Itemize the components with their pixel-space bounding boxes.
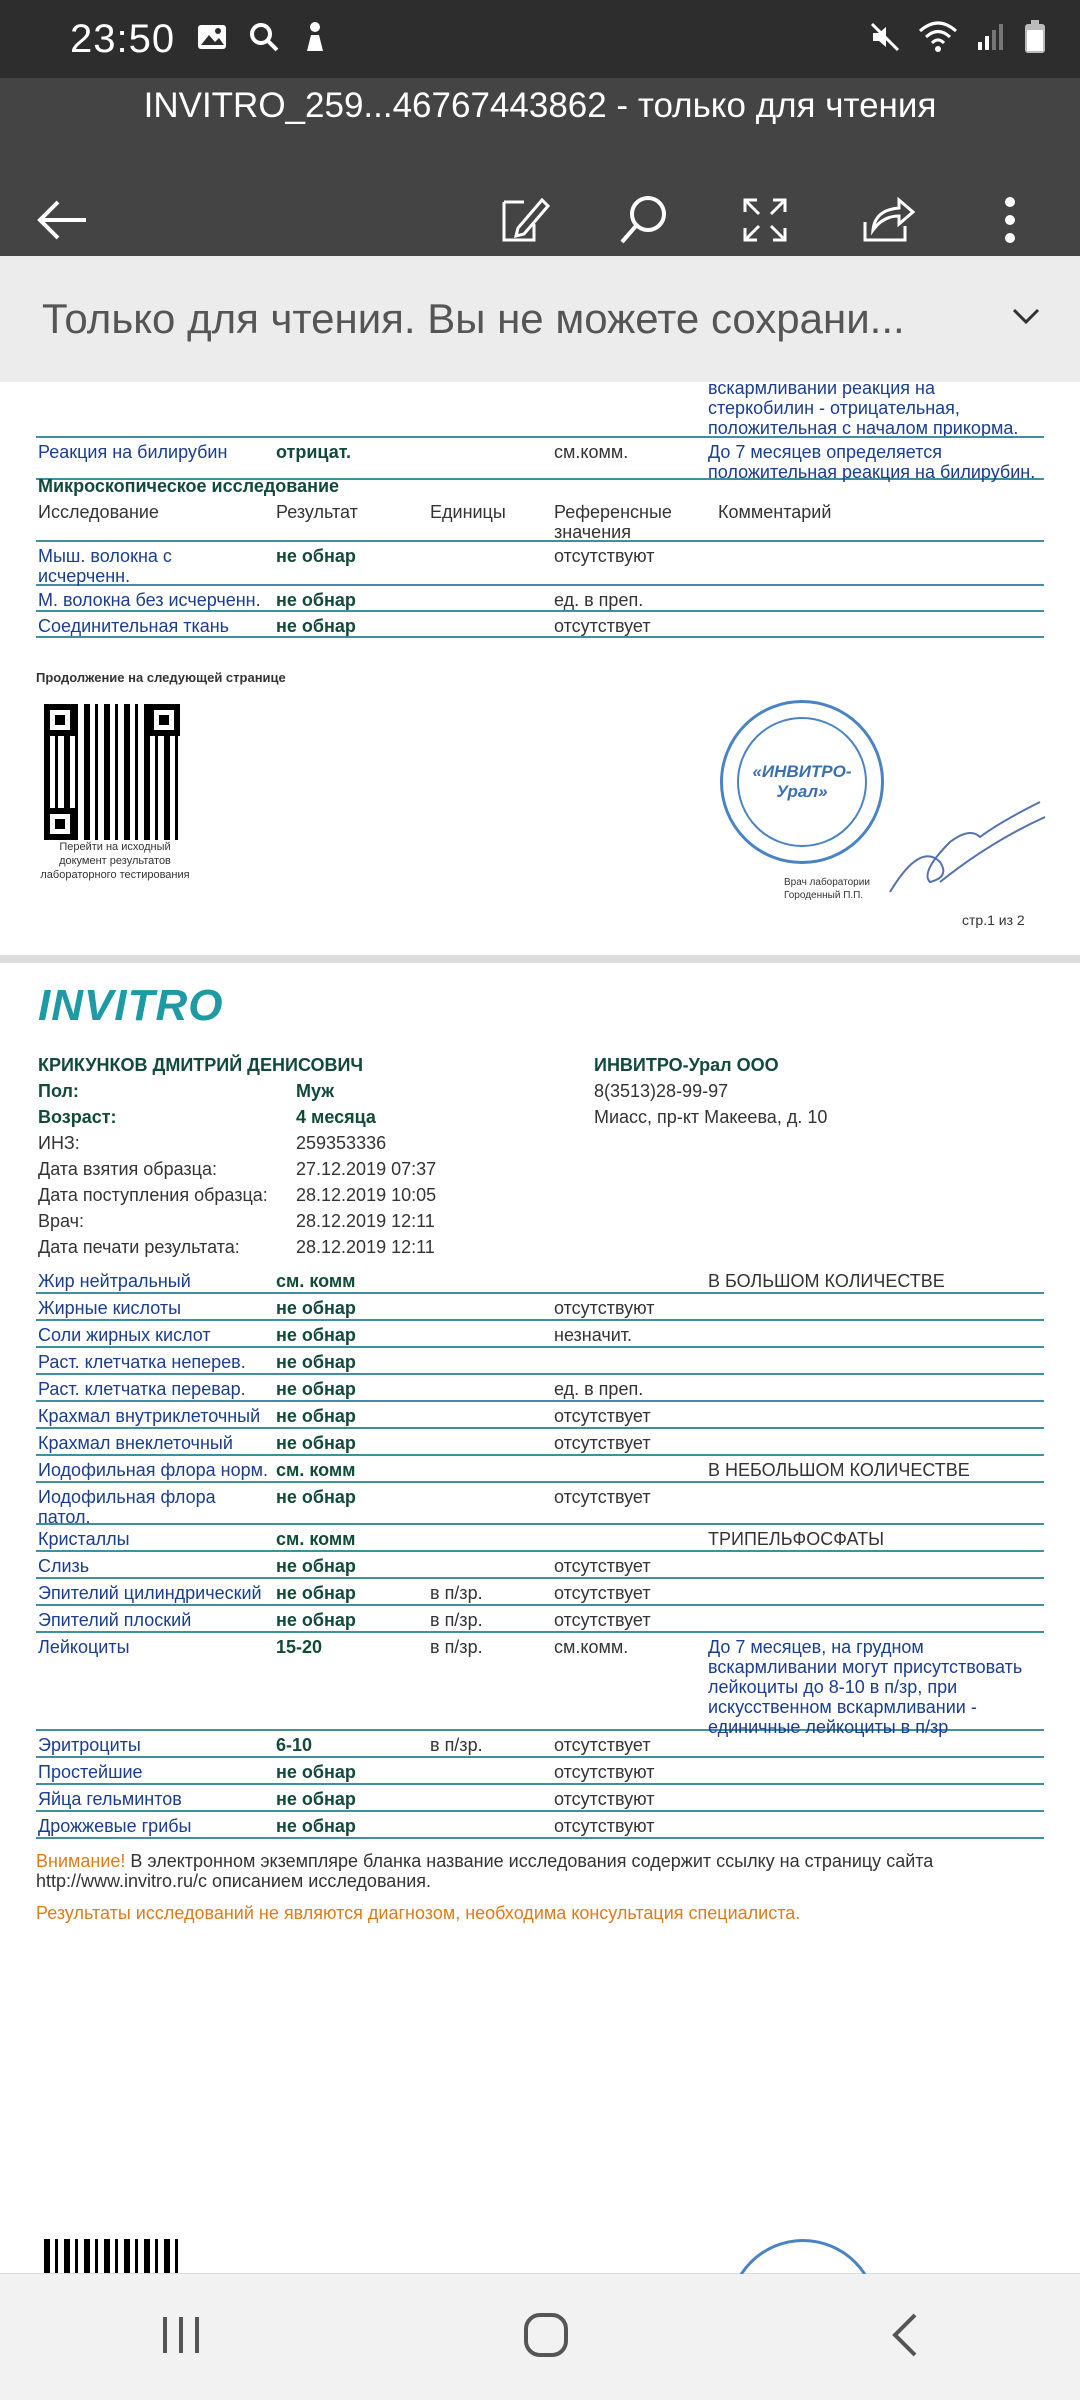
test-ref: отсутствует [554,1583,651,1603]
qr-finder [148,704,180,736]
status-right [870,20,1046,59]
table-row [36,1321,1044,1348]
table-row [36,1402,1044,1429]
note-text: В электронном экземпляре бланка название исследования содержит ссылку на страницу сайта [125,1851,934,1871]
table-row [36,1579,1044,1606]
back-icon[interactable] [889,2311,921,2364]
qr-caption-line: Перейти на исходный [59,841,171,853]
lab-stamp [720,700,884,864]
test-name: Раст. клетчатка неперев. [38,1352,246,1372]
comment-line: единичные лейкоциты в п/зр [708,1717,949,1737]
taken-value: 27.12.2019 07:37 [296,1159,437,1179]
search-notification-icon [249,22,279,57]
test-ref: ед. в преп. [554,590,644,610]
more-options-icon[interactable] [978,188,1042,252]
test-result: отрицат. [276,442,351,462]
invitro-logo: INVITRO [38,981,224,1030]
header-ref-line: Референсные [554,502,672,522]
test-ref: отсутствуют [554,546,655,566]
test-result: см. комм [276,1529,356,1549]
test-name: Простейшие [38,1762,143,1782]
test-ref: отсутствуют [554,1789,655,1809]
table-row [36,1552,1044,1579]
test-result: не обнар [276,1325,356,1345]
test-name-line: исчерченн. [38,566,131,586]
table-row [36,1267,1044,1294]
top-comment-line: положительная с началом прикорма. [708,418,1019,438]
test-result: не обнар [276,616,356,636]
qr-code[interactable] [44,704,180,840]
qr-finder [44,808,76,840]
navigation-bar [0,2274,1080,2400]
inz-value: 259353336 [296,1133,387,1153]
accessibility-notification-icon [301,21,329,58]
test-result: не обнар [276,1610,356,1630]
status-left [70,17,329,62]
test-name: Яйца гельминтов [38,1789,182,1809]
test-unit: в п/зр. [430,1637,483,1657]
table-row [36,1375,1044,1402]
document-page-1 [0,378,1080,955]
table-row [36,1606,1044,1633]
comment-line: положительная реакция на билирубин. [708,462,1036,482]
inz-label: ИНЗ: [38,1133,80,1153]
edit-icon[interactable] [492,188,556,252]
header-unit: Единицы [430,502,506,522]
share-icon[interactable] [856,188,920,252]
lab-address: Миасс, пр-кт Макеева, д. 10 [594,1107,828,1127]
test-comment [708,442,1035,482]
comment-line: лейкоциты до 8-10 в п/зр, при [708,1677,958,1697]
test-result: 6-10 [276,1735,313,1755]
test-result: не обнар [276,1298,356,1318]
test-result: не обнар [276,1379,356,1399]
test-result: см. комм [276,1271,356,1291]
table-row [36,1758,1044,1785]
table-row [36,1812,1044,1839]
received-value: 28.12.2019 10:05 [296,1185,437,1205]
wifi-icon [918,21,958,58]
test-ref: незначит. [554,1325,633,1345]
qr-finder [44,704,76,736]
header-ref [554,502,672,542]
test-ref: отсутствует [554,1610,651,1630]
print-label: Дата печати результата: [38,1237,240,1257]
status-bar [0,0,1080,78]
age-value: 4 месяца [296,1107,376,1127]
test-ref: см.комм. [554,1637,629,1657]
page-number: стр.1 из 2 [962,912,1025,928]
test-comment: В БОЛЬШОМ КОЛИЧЕСТВЕ [708,1271,945,1291]
test-ref: отсутствует [554,1556,651,1576]
test-result: не обнар [276,546,356,566]
doctor-caption-line: Городенный П.П. [784,890,864,901]
test-unit: в п/зр. [430,1583,483,1603]
test-result: не обнар [276,1583,356,1603]
test-name: Раст. клетчатка перевар. [38,1379,246,1399]
test-name-line: Иодофильная флора [38,1487,216,1507]
test-result: не обнар [276,1556,356,1576]
test-ref: см.комм. [554,442,629,462]
sex-value: Муж [296,1081,334,1101]
test-name: Лейкоциты [38,1637,130,1657]
test-ref: отсутствует [554,1433,651,1453]
qr-code-partial [44,2239,180,2273]
table-row [36,1633,1044,1737]
test-name: Слизь [38,1556,90,1576]
test-name: Эпителий цилиндрический [38,1583,262,1603]
top-comment-line: стеркобилин - отрицательная, [708,398,960,418]
test-result: см. комм [276,1460,356,1480]
header-name: Исследование [38,502,159,522]
test-name-line: Мыш. волокна с [38,546,172,566]
test-result: не обнар [276,590,356,610]
test-result: не обнар [276,1406,356,1426]
doctor-caption [784,876,870,902]
age-label: Возраст: [38,1107,117,1127]
test-ref: отсутствуют [554,1816,655,1836]
disclaimer: Результаты исследований не являются диагнозом, необходима консультация специалиста. [36,1903,801,1923]
top-comment-line: вскармливании реакция на [708,378,935,398]
test-result: не обнар [276,1816,356,1836]
search-icon[interactable] [612,188,676,252]
table-header [36,498,1044,542]
stamp-inner-ring [737,717,867,847]
test-ref: отсутствует [554,1487,651,1507]
chevron-down-icon[interactable] [1008,296,1044,344]
qr-caption-line: лабораторного тестирования [40,869,190,881]
test-ref: ед. в преп. [554,1379,644,1399]
table-row [36,1294,1044,1321]
note-warning: Внимание! [36,1851,126,1871]
stamp-text: «ИНВИТРО- [752,762,852,781]
received-label: Дата поступления образца: [38,1185,268,1205]
document-page-2 [0,963,1080,2273]
test-name: Соединительная ткань [38,616,230,636]
test-comment: В НЕБОЛЬШОМ КОЛИЧЕСТВЕ [708,1460,970,1480]
table-row [36,586,1044,612]
header-comment: Комментарий [718,502,832,522]
test-result: 15-20 [276,1637,323,1657]
test-comment [708,1637,1022,1737]
note [36,1851,1046,1891]
stamp-text: Урал» [776,782,828,801]
image-notification-icon [197,23,227,56]
status-time: 23:50 [70,16,176,61]
taken-label: Дата взятия образца: [38,1159,217,1179]
test-result: не обнар [276,1433,356,1453]
table-row [36,1429,1044,1456]
sex-label: Пол: [38,1081,79,1101]
test-name: Крахмал внутриклеточный [38,1406,261,1426]
test-name [38,546,172,586]
test-name: М. волокна без исчерченн. [38,590,261,610]
table-row [36,1483,1044,1525]
test-name: Эритроциты [38,1735,141,1755]
test-name [38,1487,216,1527]
app-bar [0,78,1080,256]
test-name: Кристаллы [38,1529,130,1549]
test-result: не обнар [276,1789,356,1809]
test-name: Жирные кислоты [38,1298,182,1318]
read-only-banner[interactable] [0,256,1080,382]
test-name: Дрожжевые грибы [38,1816,192,1836]
note-link[interactable]: http://www.invitro.ru/с описанием исследования. [36,1871,432,1891]
patient-name: КРИКУНКОВ ДМИТРИЙ ДЕНИСОВИЧ [38,1055,364,1075]
doctor-label: Врач: [38,1211,85,1231]
test-ref: отсутствует [554,1406,651,1426]
fullscreen-icon[interactable] [733,188,797,252]
document-title: INVITRO_259...46767443862 - только для чтения [143,86,937,125]
test-result: не обнар [276,1352,356,1372]
mute-icon [870,22,900,57]
test-name: Крахмал внеклеточный [38,1433,233,1453]
qr-caption-line: документ результатов [59,855,171,867]
test-result: не обнар [276,1487,356,1507]
test-comment: ТРИПЕЛЬФОСФАТЫ [708,1529,885,1549]
read-only-banner-text: Только для чтения. Вы не можете сохрани... [42,295,905,342]
table-row [36,1731,1044,1758]
signal-icon [976,22,1006,57]
test-ref: отсутствует [554,616,651,636]
test-unit: в п/зр. [430,1735,483,1755]
test-ref: отсутствуют [554,1762,655,1782]
table-row [36,1785,1044,1812]
test-name: Эпителий плоский [38,1610,192,1630]
table-row [36,1525,1044,1552]
print-value: 28.12.2019 12:11 [296,1237,435,1257]
lab-phone: 8(3513)28-99-97 [594,1081,729,1101]
header-result: Результат [276,502,358,522]
comment-line: До 7 месяцев определяется [708,442,942,462]
test-name: Соли жирных кислот [38,1325,211,1345]
test-ref: отсутствуют [554,1298,655,1318]
comment-line: До 7 месяцев, на грудном [708,1637,924,1657]
qr-caption [30,840,200,882]
battery-icon [1024,20,1046,59]
header-ref-line: значения [554,522,631,542]
recent-apps-icon[interactable] [159,2315,203,2360]
table-row [36,1348,1044,1375]
comment-line: вскармливании могут присутствовать [708,1657,1023,1677]
comment-line: искусственном вскармливании - [708,1697,977,1717]
test-name: Реакция на билирубин [38,442,228,462]
table-row [36,1456,1044,1483]
table-row [36,542,1044,586]
home-icon[interactable] [522,2311,570,2364]
test-unit: в п/зр. [430,1610,483,1630]
section-title: Микроскопическое исследование [38,476,340,496]
test-result: не обнар [276,1762,356,1782]
back-arrow-icon[interactable] [30,188,94,252]
test-ref: отсутствует [554,1735,651,1755]
table-row [36,612,1044,638]
continued-note: Продолжение на следующей странице [36,670,286,685]
doctor-value: 28.12.2019 12:11 [296,1211,435,1231]
test-name-line: патол. [38,1507,91,1527]
test-name: Жир нейтральный [38,1271,191,1291]
top-comment [708,378,1018,438]
doctor-signature [880,782,1050,902]
lab-name: ИНВИТРО-Урал ООО [594,1055,779,1075]
doctor-caption-line: Врач лаборатории [784,877,870,888]
table-row [36,438,1044,480]
test-name: Иодофильная флора норм. [38,1460,269,1480]
